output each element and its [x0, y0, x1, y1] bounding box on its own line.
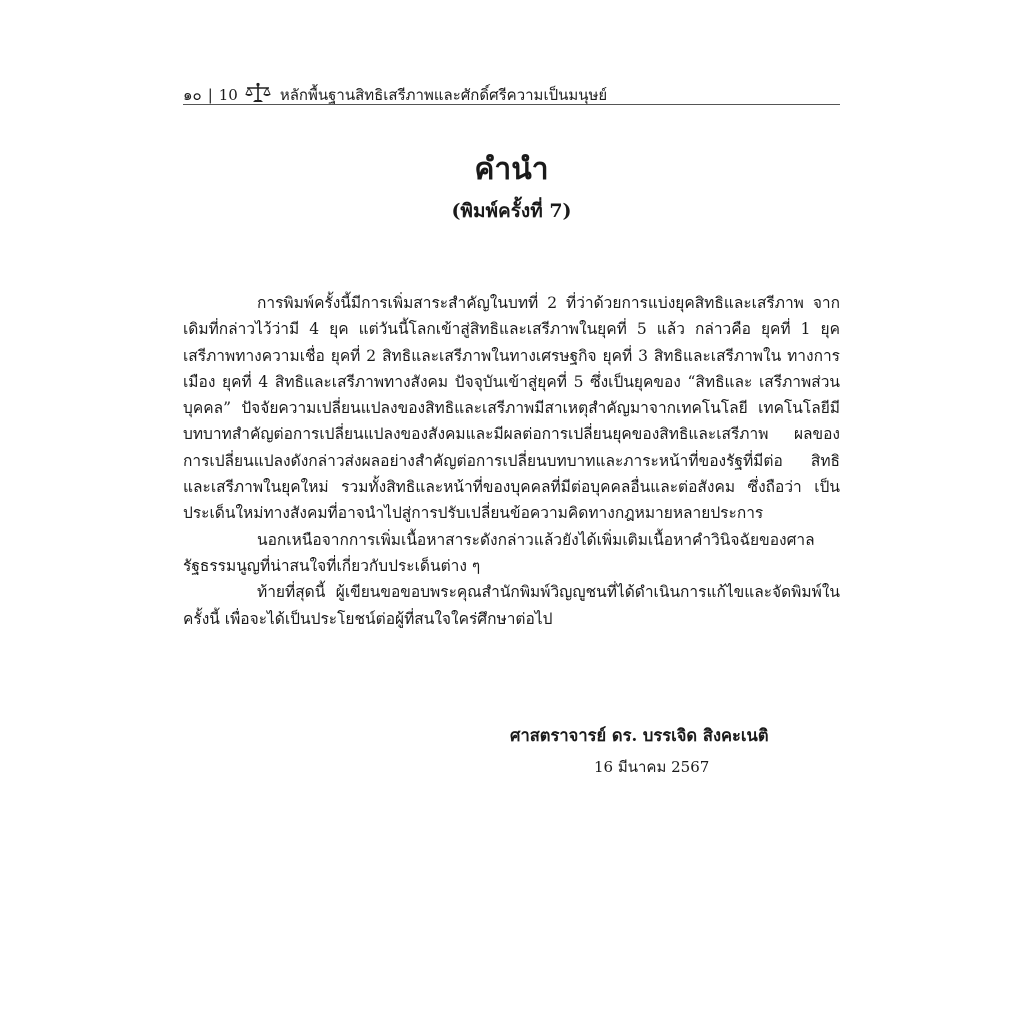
book-title: หลักพื้นฐานสิทธิเสรีภาพและศักดิ์ศรีความเป็นมนุษย์: [279, 86, 608, 104]
page-title: คำนำ: [474, 152, 549, 187]
signature-date: 16 มีนาคม 2567: [594, 758, 710, 776]
paragraph-1: การพิมพ์ครั้งนี้มีการเพิ่มสาระสำคัญในบทที่ 2 ที่ว่าด้วยการแบ่งยุคสิทธิและเสรีภาพ จากเดิมที่กล่าวไว้ว่ามี 4 ยุค แต่วันนี้โลกเข้าสู่สิทธิและเสรีภาพในยุคที่ 5 แล้ว กล่าวคือ ยุคที่ 1 ยุคเสรีภาพทางความเชื่อ ยุคที่ 2 สิทธิและเสรีภาพในทางเศรษฐกิจ ยุคที่ 3 สิทธิและเสรีภาพใน ทางการเมือง ยุคที่ 4 สิทธิและเสรีภาพทางสังคม ปัจจุบันเข้าสู่ยุคที่ 5 ซึ่งเป็นยุคของ “สิทธิและ เสรีภาพส่วนบุคคล” ปัจจัยความเปลี่ยนแปลงของสิทธิและเสรีภาพมีสาเหตุสำคัญมาจากเทคโนโลยี เทคโนโลยีมีบทบาทสำคัญต่อการเปลี่ยนแปลงของสังคมและมีผลต่อการเปลี่ยนยุคของสิทธิและเสรีภาพ ผลของการเปลี่ยนแปลงดังกล่าวส่งผลอย่างสำคัญต่อการเปลี่ยนบทบาทและภาระหน้าที่ของรัฐที่มีต่อ สิทธิและเสรีภาพในยุคใหม่ รวมทั้งสิทธิและหน้าที่ของบุคคลที่มีต่อบุคคลอื่นและต่อสังคม ซึ่งถือว่า เป็นประเด็นใหม่ทางสังคมที่อาจนำไปสู่การปรับเปลี่ยนข้อความคิดทางกฎหมายหลายประการ: [183, 294, 840, 523]
running-header: [183, 80, 840, 104]
author-signature: ศาสตราจารย์ ดร. บรรเจิด สิงคะเนติ: [510, 726, 769, 745]
header-rule: [183, 104, 840, 105]
preface-body: [183, 290, 840, 632]
paragraph-2: นอกเหนือจากการเพิ่มเนื้อหาสาระดังกล่าวแล้วยังได้เพิ่มเติมเนื้อหาคำวินิจฉัยของศาล รัฐธรรมนูญที่น่าสนใจที่เกี่ยวกับประเด็นต่าง ๆ: [183, 530, 815, 575]
scales-of-justice-icon: [244, 82, 272, 104]
page-number-arabic: 10: [218, 86, 238, 104]
page-number-separator: |: [207, 86, 213, 104]
page-number-thai: ๑๐: [183, 86, 202, 104]
edition-subtitle: (พิมพ์ครั้งที่ 7): [451, 200, 572, 222]
paragraph-3: ท้ายที่สุดนี้ ผู้เขียนขอขอบพระคุณสำนักพิมพ์วิญญูชนที่ได้ดำเนินการแก้ไขและจัดพิมพ์ใน ครั้งนี้ เพื่อจะได้เป็นประโยชน์ต่อผู้ที่สนใจใคร่ศึกษาต่อไป: [183, 583, 840, 628]
